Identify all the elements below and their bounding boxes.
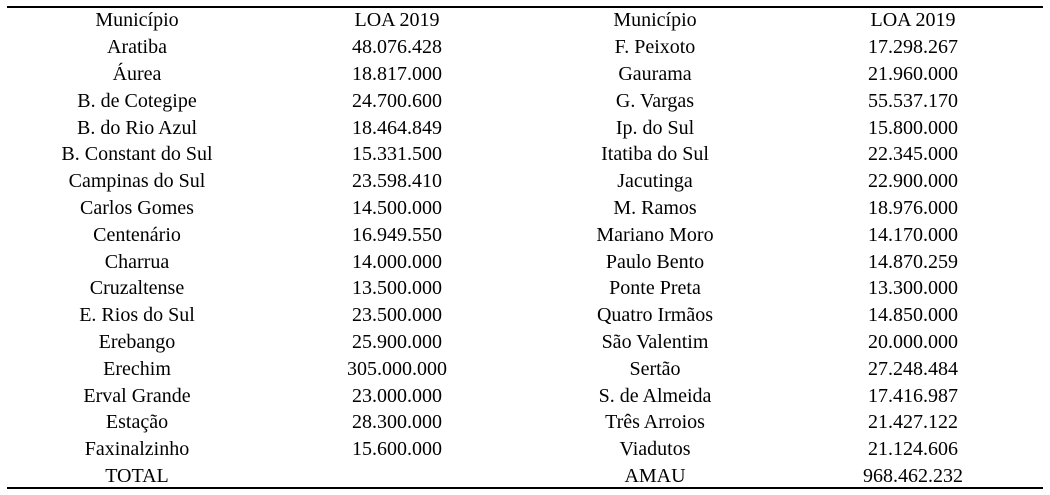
- header-loa-right: LOA 2019: [870, 9, 956, 32]
- cell-municipio-right: Viadutos: [619, 438, 691, 461]
- table-header-row: [7, 7, 1043, 34]
- cell-municipio-right: Jacutinga: [617, 170, 693, 193]
- cell-loa-right: 22.900.000: [868, 170, 958, 193]
- table-row: [7, 87, 1043, 114]
- cell-municipio-right: Sertão: [629, 357, 681, 380]
- cell-municipio-right: S. de Almeida: [598, 384, 712, 407]
- table-row: [7, 355, 1043, 382]
- cell-municipio-left: Charrua: [104, 250, 170, 273]
- cell-loa-left: 23.000.000: [352, 384, 442, 407]
- cell-municipio-right: São Valentim: [601, 330, 709, 353]
- cell-loa-left: 18.464.849: [352, 116, 442, 139]
- cell-loa-right: 14.170.000: [868, 223, 958, 246]
- cell-loa-left: 48.076.428: [352, 36, 442, 59]
- cell-loa-right: 55.537.170: [868, 89, 958, 112]
- cell-municipio-left: Faxinalzinho: [84, 438, 190, 461]
- table-row: [7, 114, 1043, 141]
- cell-loa-left: 18.817.000: [352, 62, 442, 85]
- cell-loa-right: 21.960.000: [868, 62, 958, 85]
- cell-loa-right: 22.345.000: [868, 143, 958, 166]
- header-municipio-right: Município: [613, 9, 697, 32]
- cell-loa-left: 24.700.600: [352, 89, 442, 112]
- table-row: [7, 275, 1043, 302]
- cell-loa-right: 20.000.000: [868, 330, 958, 353]
- cell-loa-left: 25.900.000: [352, 330, 442, 353]
- cell-loa-right: 17.416.987: [868, 384, 958, 407]
- table-row: [7, 221, 1043, 248]
- cell-municipio-right: Itatiba do Sul: [601, 143, 709, 166]
- table-row: [7, 463, 1043, 490]
- table-row: [7, 141, 1043, 168]
- cell-municipio-left: Erechim: [103, 357, 171, 380]
- cell-municipio-left: Campinas do Sul: [68, 170, 206, 193]
- table-row: [7, 329, 1043, 356]
- table-row: [7, 248, 1043, 275]
- cell-loa-right: 14.850.000: [868, 304, 958, 327]
- cell-municipio-left: Erval Grande: [83, 384, 191, 407]
- cell-municipio-right: AMAU: [624, 464, 686, 487]
- cell-loa-left: 16.949.550: [352, 223, 442, 246]
- cell-loa-left: 14.000.000: [352, 250, 442, 273]
- header-loa-left: LOA 2019: [354, 9, 440, 32]
- cell-loa-right: 17.298.267: [868, 36, 958, 59]
- cell-loa-left: 23.598.410: [352, 170, 442, 193]
- cell-loa-left: 305.000.000: [347, 357, 447, 380]
- loa-2019-table: [7, 7, 1043, 489]
- cell-loa-right: 21.124.606: [868, 438, 958, 461]
- cell-municipio-right: Ponte Preta: [609, 277, 701, 300]
- cell-municipio-left: Estação: [105, 411, 169, 434]
- table-row: [7, 382, 1043, 409]
- cell-municipio-left: B. Constant do Sul: [61, 143, 213, 166]
- table-row: [7, 168, 1043, 195]
- cell-municipio-left: B. do Rio Azul: [76, 116, 197, 139]
- table-row: [7, 409, 1043, 436]
- cell-municipio-left: TOTAL: [105, 464, 169, 487]
- cell-municipio-left: Centenário: [93, 223, 181, 246]
- cell-loa-right: 968.462.232: [863, 464, 963, 487]
- cell-municipio-left: Áurea: [112, 62, 162, 85]
- cell-loa-left: 15.331.500: [352, 143, 442, 166]
- table-row: [7, 436, 1043, 463]
- cell-municipio-right: Gaurama: [618, 62, 692, 85]
- cell-loa-right: 18.976.000: [868, 196, 958, 219]
- cell-municipio-left: Erebango: [98, 330, 176, 353]
- header-municipio-left: Município: [95, 9, 179, 32]
- cell-municipio-right: G. Vargas: [615, 89, 695, 112]
- cell-municipio-left: E. Rios do Sul: [79, 304, 195, 327]
- cell-municipio-left: B. de Cotegipe: [77, 89, 197, 112]
- cell-municipio-right: Três Arroios: [605, 411, 705, 434]
- cell-loa-left: 15.600.000: [352, 438, 442, 461]
- cell-loa-right: 14.870.259: [868, 250, 958, 273]
- cell-loa-left: [267, 463, 527, 490]
- cell-loa-right: 15.800.000: [868, 116, 958, 139]
- cell-municipio-right: Quatro Irmãos: [596, 304, 714, 327]
- cell-municipio-right: Ip. do Sul: [615, 116, 695, 139]
- cell-loa-right: 27.248.484: [868, 357, 958, 380]
- table-row: [7, 34, 1043, 61]
- cell-loa-left: 13.500.000: [352, 277, 442, 300]
- table-row: [7, 302, 1043, 329]
- cell-loa-left: 28.300.000: [352, 411, 442, 434]
- table-row: [7, 195, 1043, 222]
- table-bottom-rule: [7, 487, 1043, 489]
- cell-municipio-left: Carlos Gomes: [80, 196, 194, 219]
- cell-loa-right: 21.427.122: [868, 411, 958, 434]
- cell-loa-left: 14.500.000: [352, 196, 442, 219]
- cell-loa-right: 13.300.000: [868, 277, 958, 300]
- cell-municipio-left: Cruzaltense: [89, 277, 185, 300]
- cell-municipio-right: Paulo Bento: [605, 250, 705, 273]
- cell-municipio-right: M. Ramos: [613, 196, 697, 219]
- table-body: [7, 34, 1043, 490]
- table-row: [7, 61, 1043, 88]
- cell-loa-left: 23.500.000: [352, 304, 442, 327]
- cell-municipio-right: Mariano Moro: [596, 223, 714, 246]
- cell-municipio-left: Aratiba: [107, 36, 167, 59]
- cell-municipio-right: F. Peixoto: [614, 36, 696, 59]
